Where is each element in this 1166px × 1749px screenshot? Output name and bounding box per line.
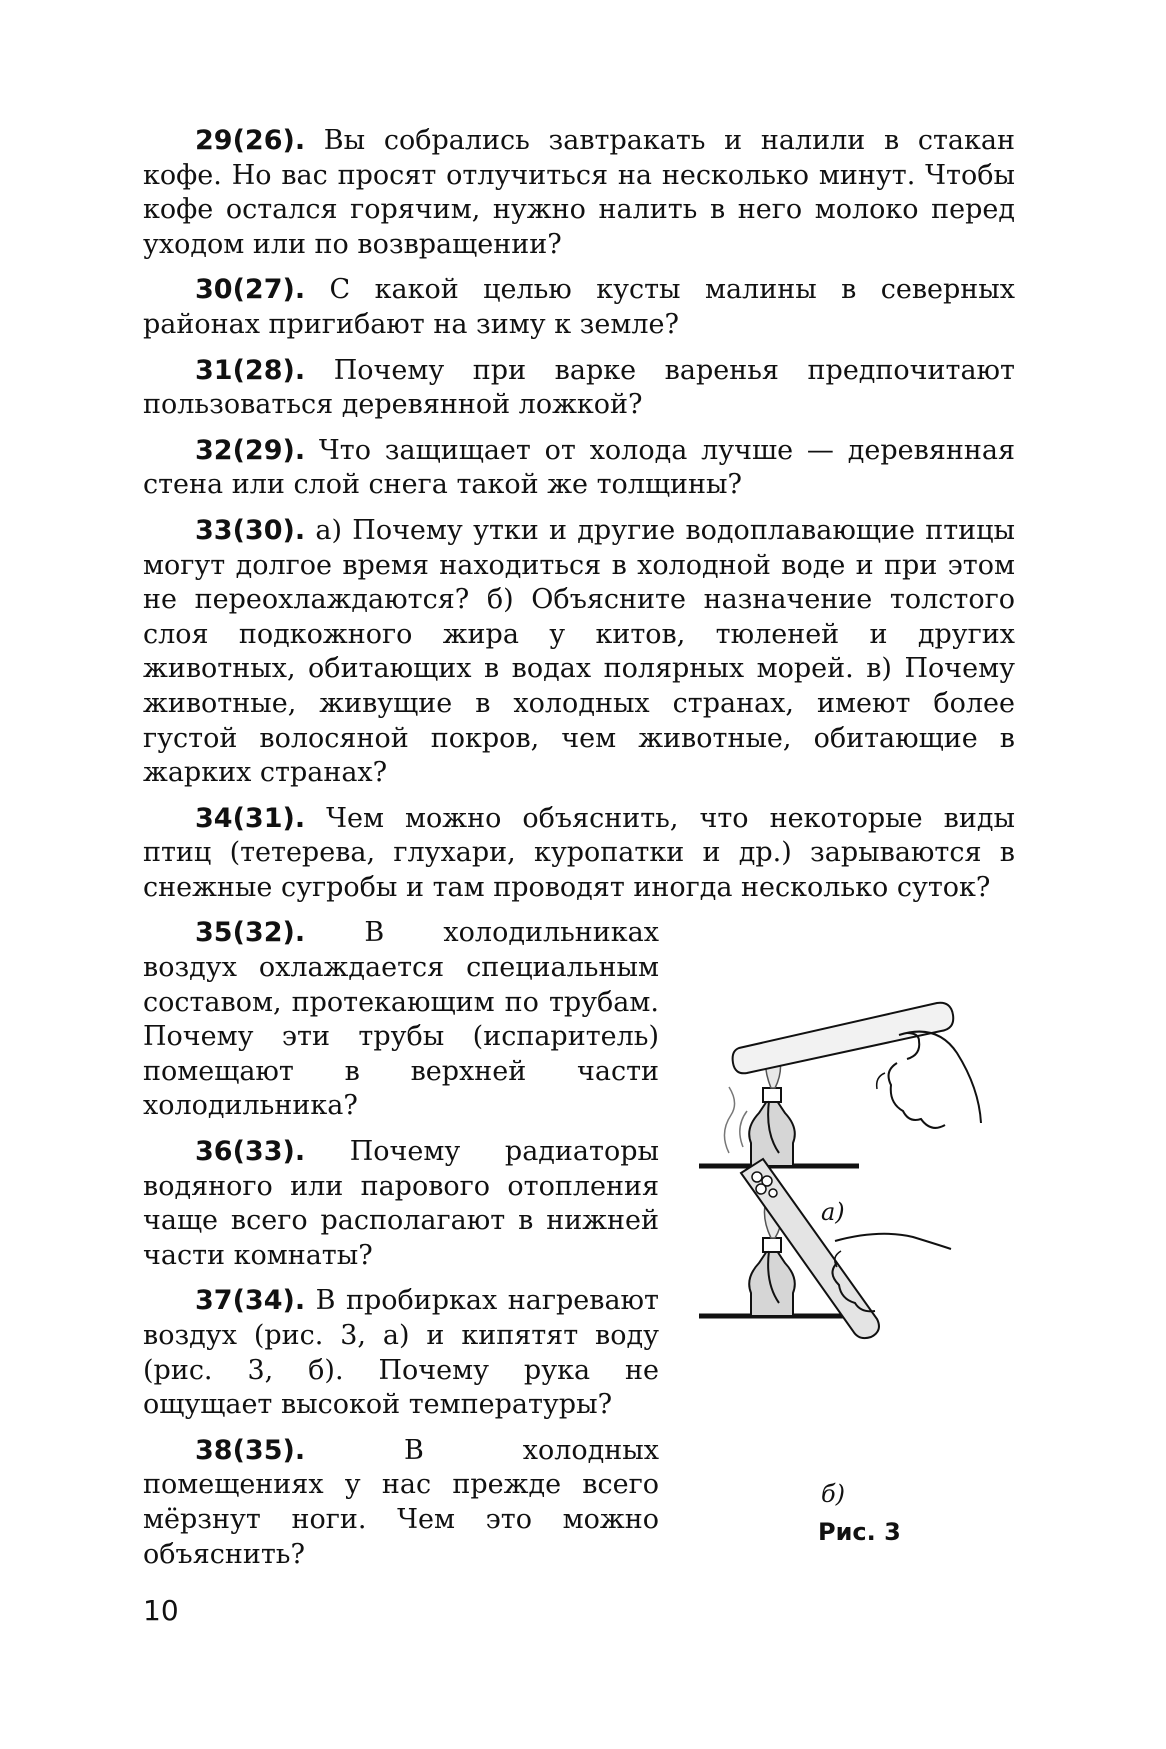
problem-number: 29(26).: [195, 125, 306, 156]
problem-text: В холодильниках воздух охлаждается специальным составом, протекающим по трубам. Почему эти трубы (испаритель) помещают в верхней части холодильника?: [143, 917, 659, 1122]
problem-text: а) Почему утки и другие водоплавающие птицы могут долгое время находиться в холодной воде и при этом не переохлаждаются? б) Объясните назначение толстого слоя подкожного жира у китов, тюленей и других животных, обитающих в водах полярных морей. в) Почему животные, живущие в холодных странах, имеют более густой волосяной покров, чем животные, обитающие в жарких странах?: [143, 514, 1015, 789]
problem-number: 33(30).: [195, 514, 306, 546]
problem-text: Почему радиаторы водяного или парового отопления чаще всего располагают в нижней части комнаты?: [143, 1136, 659, 1271]
figure-caption: Рис. 3: [818, 1518, 901, 1546]
problem-text: С какой целью кусты малины в северных районах пригибают на зиму к земле?: [143, 274, 1015, 340]
problem-29: [143, 124, 1015, 262]
figure-3-illustration: [699, 993, 1029, 1553]
page-number: 10: [143, 1594, 179, 1627]
problem-37: [143, 1284, 659, 1422]
problem-30: [143, 273, 1015, 342]
problem-text: Вы собрались завтракать и налили в стакан кофе. Но вас просят отлучиться на несколько минут. Чтобы кофе остался горячим, нужно налить в него молоко перед уходом или по возвращении?: [143, 125, 1015, 260]
problem-number: 38(35).: [195, 1434, 306, 1466]
problem-number: 37(34).: [195, 1285, 306, 1317]
problem-text: Почему при варке варенья предпочитают пользоваться деревянной ложкой?: [143, 354, 1015, 421]
problem-number: 34(31).: [195, 802, 306, 834]
problem-34: [143, 802, 1015, 906]
problem-text: Чем можно объяснить, что некоторые виды птиц (тетерева, глухари, куропатки и др.) зарываются в снежные сугробы и там проводят иногда несколько суток?: [143, 802, 1015, 903]
problem-33: [143, 514, 1015, 791]
problem-number: 30(27).: [195, 274, 306, 306]
problem-35: [143, 916, 659, 1124]
problem-38: [143, 1434, 659, 1572]
problem-number: 35(32).: [195, 917, 306, 949]
problem-36: [143, 1135, 659, 1273]
problem-number: 31(28).: [195, 354, 306, 386]
problem-text: Что защищает от холода лучше — деревянная стена или слой снега такой же толщины?: [143, 434, 1015, 501]
problem-text: В пробирках нагревают воздух (рис. 3, а) и кипятят воду (рис. 3, б). Почему рука не ощущает высокой температуры?: [143, 1285, 659, 1421]
problem-text: В холодных помещениях у нас прежде всего мёрзнут ноги. Чем это можно объяснить?: [143, 1434, 659, 1570]
problem-number: 32(29).: [195, 434, 306, 466]
problem-31: [143, 354, 1015, 423]
figure-label-a: а): [821, 1198, 845, 1226]
problem-number: 36(33).: [195, 1136, 306, 1168]
problem-32: [143, 434, 1015, 503]
figure-label-b: б): [821, 1480, 846, 1508]
